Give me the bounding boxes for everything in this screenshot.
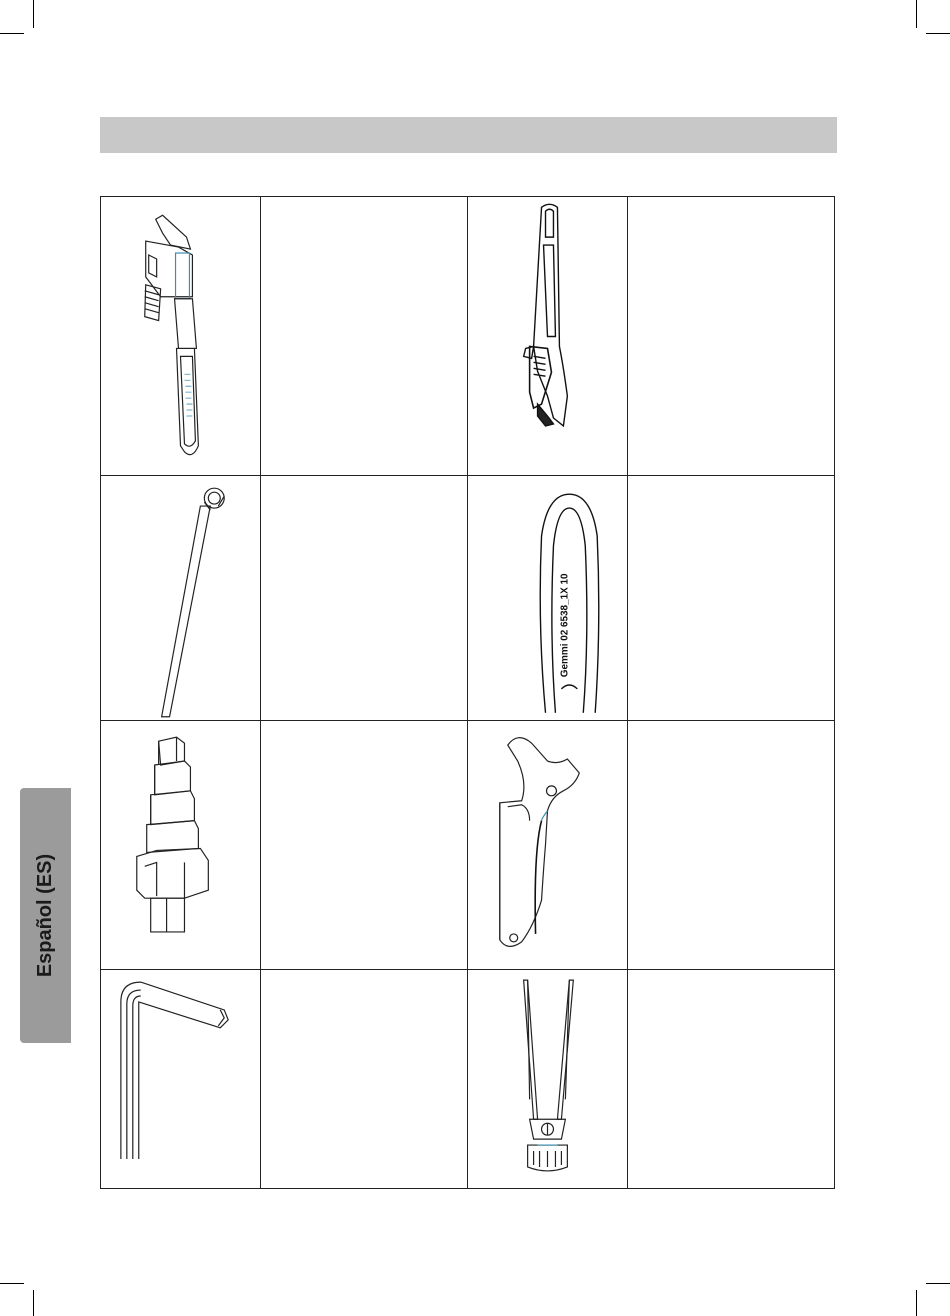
hex-key-icon	[101, 970, 260, 1188]
hook-spanner-icon	[468, 721, 627, 969]
tool-description-cell	[261, 197, 468, 476]
crop-mark	[0, 33, 24, 34]
tool-description	[628, 970, 834, 986]
tool-description-cell	[261, 721, 468, 970]
table-row	[101, 476, 835, 721]
tool-description	[261, 476, 467, 492]
crop-mark	[0, 1283, 24, 1284]
tool-description	[261, 197, 467, 213]
crop-mark	[926, 1283, 950, 1284]
tool-image-cell	[101, 970, 261, 1189]
table-row	[101, 970, 835, 1189]
tool-image-cell	[101, 721, 261, 970]
tool-image-cell	[468, 476, 628, 721]
tool-description-cell	[261, 476, 468, 721]
tool-description-cell	[628, 721, 835, 970]
crop-mark	[33, 0, 34, 28]
tool-description-cell	[628, 476, 835, 721]
pipe-wrench-icon	[101, 197, 260, 475]
tool-image-cell	[468, 197, 628, 476]
tool-description-cell	[628, 197, 835, 476]
tool-description	[628, 197, 834, 213]
tool-image-cell	[101, 476, 261, 721]
tool-image-cell	[101, 197, 261, 476]
adjustable-wrench-icon	[468, 197, 627, 475]
tool-image-cell	[468, 721, 628, 970]
table-row	[101, 197, 835, 476]
tool-description	[261, 721, 467, 737]
tools-table	[100, 196, 835, 1189]
handle-brand-label: Gemmi 02 6538_1X 10	[559, 573, 571, 678]
tool-description	[628, 721, 834, 737]
basin-wrench-icon	[101, 476, 260, 720]
tool-description-cell	[261, 970, 468, 1189]
table-row	[101, 721, 835, 970]
language-side-tab	[20, 788, 71, 1043]
crop-mark	[33, 1290, 34, 1316]
step-socket-icon	[101, 721, 260, 969]
crop-mark	[916, 0, 917, 28]
handle-grip-icon	[468, 476, 627, 720]
section-header-bar	[100, 117, 837, 153]
pliers-icon	[468, 970, 627, 1188]
tool-description-cell	[628, 970, 835, 1189]
tool-description	[628, 476, 834, 492]
crop-mark	[926, 33, 950, 34]
language-label: Español (ES)	[34, 853, 57, 978]
tool-description	[261, 970, 467, 986]
tool-image-cell	[468, 970, 628, 1189]
crop-mark	[916, 1290, 917, 1316]
